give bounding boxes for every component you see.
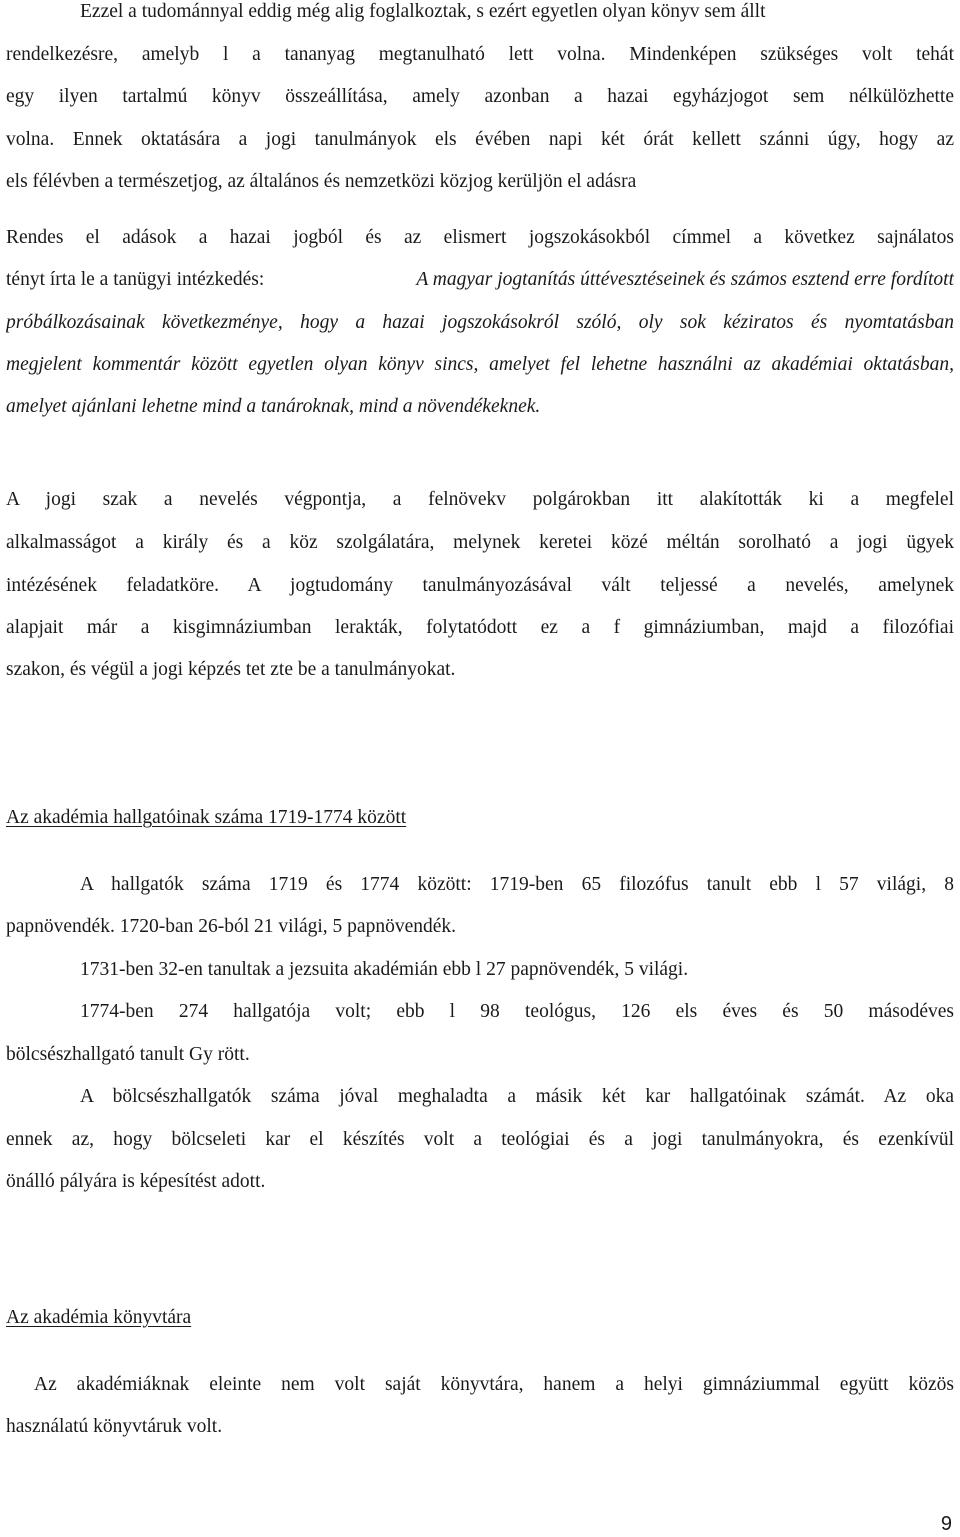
paragraph-line: intézésének feladatköre. A jogtudomány tanulmányozásával vált teljessé a nevelés, amelynek bbox=[6, 575, 954, 596]
paragraph-line: A jogi szak a nevelés végpontja, a felnövekv polgárokban itt alakították ki a megfelel bbox=[6, 489, 954, 510]
section-heading-students: Az akadémia hallgatóinak száma 1719-1774 között bbox=[6, 807, 407, 828]
paragraph-line: egy ilyen tartalmú könyv összeállítása, amely azonban a hazai egyházjogot sem nélkülözhette bbox=[6, 86, 954, 107]
paragraph-line: A bölcsészhallgatók száma jóval meghaladta a másik két kar hallgatóinak számát. Az oka bbox=[80, 1086, 954, 1107]
paragraph-line: 1774-ben 274 hallgatója volt; ebb l 98 teológus, 126 els éves és 50 másodéves bbox=[80, 1001, 954, 1022]
paragraph-line: Az akadémiáknak eleinte nem volt saját könyvtára, hanem a helyi gimnáziummal együtt közös bbox=[34, 1374, 954, 1395]
paragraph-line: Ezzel a tudománnyal eddig még alig foglalkoztak, s ezért egyetlen olyan könyv sem állt bbox=[80, 1, 766, 22]
quote-line: próbálkozásainak következménye, hogy a hazai jogszokásokról szóló, oly sok kéziratos és nyomtatásban bbox=[6, 312, 954, 333]
paragraph-line: szakon, és végül a jogi képzés tet zte be a tanulmányokat. bbox=[6, 659, 456, 680]
paragraph-line: volna. Ennek oktatására a jogi tanulmányok els évében napi két órát kellett szánni úgy, hogy az bbox=[6, 129, 954, 150]
paragraph-line-mixed bbox=[6, 268, 954, 292]
paragraph-line: ennek az, hogy bölcseleti kar el készítés volt a teológiai és a jogi tanulmányokra, és ezenkívül bbox=[6, 1129, 954, 1150]
paragraph-line: használatú könyvtáruk volt. bbox=[6, 1416, 223, 1437]
paragraph-line: 1731-ben 32-en tanultak a jezsuita akadémián ebb l 27 papnövendék, 5 világi. bbox=[80, 959, 689, 980]
paragraph-line: rendelkezésre, amelyb l a tananyag megtanulható lett volna. Mindenképen szükséges volt tehát bbox=[6, 44, 954, 65]
quote-line: megjelent kommentár között egyetlen olyan könyv sincs, amelyet fel lehetne használni az akadémiai oktatásban, bbox=[6, 354, 954, 375]
paragraph-line: Rendes el adások a hazai jogból és az elismert jogszokásokból címmel a következ sajnálatos bbox=[6, 227, 954, 248]
paragraph-line: alkalmasságot a király és a köz szolgálatára, melynek keretei közé méltán sorolható a jogi ügyek bbox=[6, 532, 954, 553]
paragraph-line: bölcsészhallgató tanult Gy rött. bbox=[6, 1044, 250, 1065]
section-heading-library: Az akadémia könyvtára bbox=[6, 1307, 192, 1328]
paragraph-text: tényt írta le a tanügyi intézkedés: bbox=[6, 269, 265, 290]
quote-line: amelyet ajánlani lehetne mind a tanároknak, mind a növendékeknek. bbox=[6, 396, 541, 417]
paragraph-line: önálló pályára is képesítést adott. bbox=[6, 1171, 266, 1192]
quote-text: A magyar jogtanítás úttévesztéseinek és számos esztend erre fordított bbox=[416, 269, 954, 290]
paragraph-line: alapjait már a kisgimnáziumban lerakták, folytatódott ez a f gimnáziumban, majd a filozófiai bbox=[6, 617, 954, 638]
paragraph-line: els félévben a természetjog, az általános és nemzetközi közjog kerüljön el adásra bbox=[6, 171, 637, 192]
paragraph-line: papnövendék. 1720-ban 26-ból 21 világi, 5 papnövendék. bbox=[6, 916, 457, 937]
paragraph-line: A hallgatók száma 1719 és 1774 között: 1719-ben 65 filozófus tanult ebb l 57 világi, 8 bbox=[80, 874, 954, 895]
page-number: 9 bbox=[940, 1513, 952, 1535]
